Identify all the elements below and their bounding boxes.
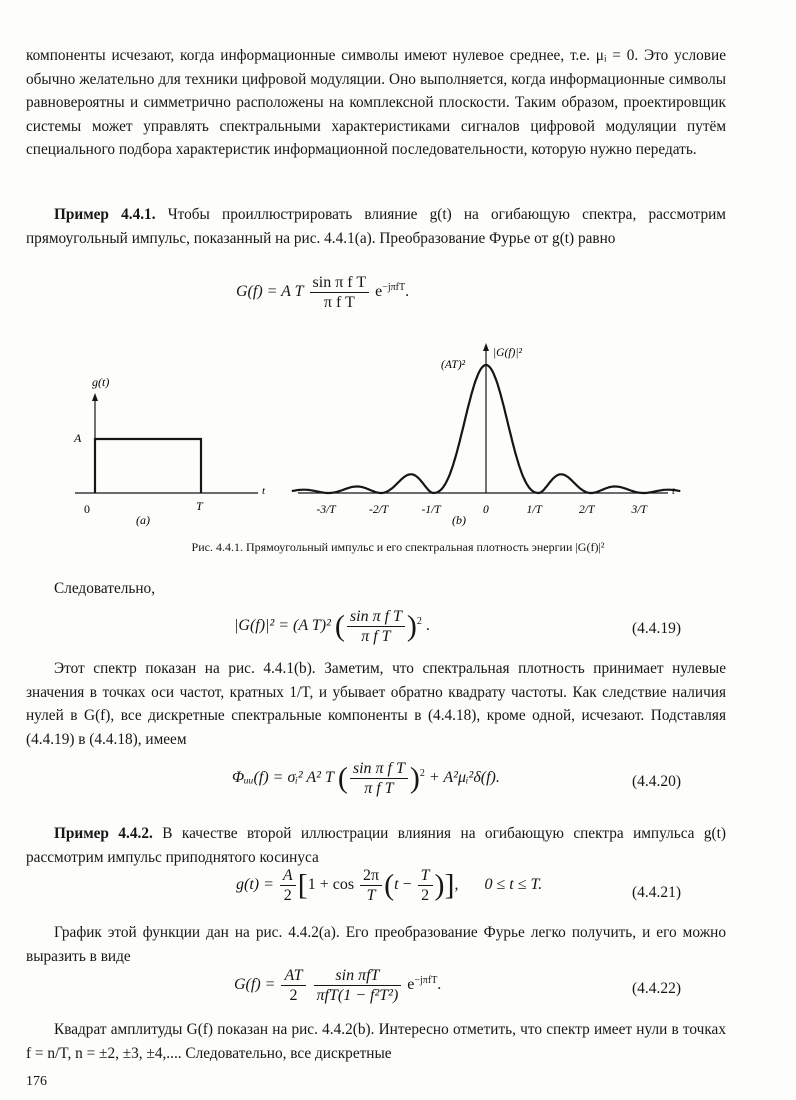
panel-a-ylabel: g(t) (92, 375, 110, 389)
panel-b (292, 343, 681, 527)
eq-g-tail: . (405, 283, 410, 301)
panel-a-origin: 0 (84, 502, 90, 516)
panel-a-label: (a) (136, 513, 150, 527)
panel-a-amp-label: A (74, 431, 82, 445)
panel-a-xlabel: t (262, 485, 266, 497)
eq20-lhs: Φᵤᵤ(f) = σᵢ² A² T (232, 769, 334, 787)
panel-b-tick-label: 0 (483, 504, 489, 516)
paragraph-example-442 (26, 822, 726, 869)
eq-g-exp-sup: −jπfT (382, 281, 406, 293)
figure-4-4-1 (0, 338, 796, 538)
eq22-num: sin πfT (314, 966, 402, 986)
eq21-lhs: g(t) = (236, 876, 274, 894)
eq20-tail: + A²μᵢ²δ(f). (428, 769, 500, 787)
equation-4-4-21: g(t) = $\frac{A}{2}$ [1 + cos $\frac{2\pi}{T}$ (t − $\frac{T}{2}$ )], 0 ≤ t ≤ T. (236, 867, 543, 904)
eq-number-4-4-21: (4.4.21) (632, 884, 682, 901)
eq22-lhs: G(f) = (234, 976, 276, 994)
eq21-a-den: 2 (283, 887, 292, 904)
page-number: 176 (26, 1074, 47, 1089)
eq19-den: π f T (361, 628, 391, 645)
eq21-t-num: T (418, 866, 433, 886)
panel-b-tick-label: -2/T (369, 504, 389, 516)
equation-4-4-22: G(f) = $\frac{AT}{2}$ $\frac{\text{sin πfT}}{\text{πfT(1 − f²T²)}}$ $e^{-j\pi fT}$. (234, 967, 442, 1004)
eq-g-den: π f T (323, 294, 355, 311)
eq21-pi-den: T (366, 887, 376, 904)
eq21-inner: 1 + cos (307, 876, 355, 894)
panel-b-tick-label: 3/T (631, 504, 647, 516)
eq-g-exp: e (375, 283, 383, 301)
equation-4-4-19: |G(f)|² = (A T)² ( $\frac{\text{sin π f T}}{\text{π f T}}$ )$^2$ . (234, 608, 430, 645)
panel-b-tick-label: -3/T (316, 504, 336, 516)
panel-b-peak-label: (AT)² (441, 359, 466, 371)
eq20-num: sin π f T (350, 759, 408, 779)
eq19-fraction (347, 607, 405, 646)
paragraph-amplitude: Квадрат амплитуды G(f) показан на рис. 4.4.2(b). Интересно отметить, что спектр имеет нули в точках f = n/T, n = ±2, ±3, ±4,.... Следовательно, все дискретные (26, 1021, 726, 1062)
eq-number-4-4-20: (4.4.20) (632, 773, 682, 790)
eq-g-num: sin π f T (310, 273, 370, 293)
eq22-den: πfT(1 − f²T²) (316, 987, 399, 1004)
figure-caption: Рис. 4.4.1. Прямоугольный импульс и его спектральная плотность энергии |G(f)|² (191, 540, 605, 554)
eq19-num: sin π f T (347, 607, 405, 627)
paragraph-intro: компоненты исчезают, когда информационные символы имеют нулевое среднее, т.е. μᵢ = 0. Это условие обычно желательно для техники цифровой модуляции. Оно выполняется, когда информационные символы равновероятны и симметрично расположены на комплексной плоскости. Таким образом, проектировщик системы может управлять спектральными характеристиками сигналов цифровой модуляции путём специального подбора характеристик информационной последовательности, которую нужно передать. (26, 47, 726, 158)
panel-b-tick-label: 2/T (579, 504, 595, 516)
eq-number-4-4-22: (4.4.22) (632, 980, 682, 997)
eq22-a-num: AT (281, 966, 305, 986)
equation-g-of-f (236, 273, 409, 312)
eq21-a-num: A (280, 866, 296, 886)
example-442-text: В качестве второй иллюстрации влияния на огибающую спектра импульса g(t) рассмотрим импульс приподнятого косинуса (26, 825, 726, 866)
eq19-lhs: |G(f)|² = (A T)² (234, 617, 331, 635)
panel-b-tick-label: -1/T (421, 504, 441, 516)
panel-a-end-label: T (196, 499, 203, 513)
example-442-label: Пример 4.4.2. (54, 825, 153, 842)
eq22-a-den: 2 (289, 987, 298, 1004)
eq21-pi-num: 2π (360, 866, 382, 886)
example-label: Пример 4.4.1. (54, 206, 156, 223)
paragraph-example-441 (26, 203, 726, 250)
example-text: Чтобы проиллюстрировать влияние g(t) на огибающую спектра, рассмотрим прямоугольный импульс, показанный на рис. 4.4.1(a). Преобразование Фурье от g(t) равно (26, 206, 726, 247)
eq-number-4-4-19: (4.4.19) (632, 620, 682, 637)
panel-b-xlabel: t (672, 485, 676, 497)
eq-g-lhs: G(f) = A T (236, 283, 304, 301)
eq20-den: π f T (364, 780, 394, 797)
panel-b-ylabel: |G(f)|² (493, 347, 522, 359)
eq22-exp-sup: −jπfT (414, 974, 438, 986)
eq-g-fraction (310, 273, 370, 312)
panel-a (73, 375, 266, 527)
panel-b-ticks (317, 504, 649, 516)
rect-pulse (95, 439, 201, 493)
paragraph-therefore: Следовательно, (54, 580, 156, 597)
eq20-fraction (350, 759, 408, 798)
paragraph-graph: График этой функции дан на рис. 4.4.2(a). Его преобразование Фурье легко получить, и его можно выразить в виде (26, 924, 726, 965)
panel-b-label: (b) (452, 513, 466, 527)
eq21-condition: 0 ≤ t ≤ T. (484, 876, 543, 894)
eq21-t-den: 2 (421, 887, 430, 904)
panel-b-tick-label: 1/T (526, 504, 542, 516)
equation-4-4-20: Φᵤᵤ(f) = σᵢ² A² T ( $\frac{\text{sin π f T}}{\text{π f T}}$ )$^2$ + A²μᵢ²δ(f). (232, 760, 500, 797)
paragraph-spectrum: Этот спектр показан на рис. 4.4.1(b). Заметим, что спектральная плотность принимает нулевые значения в точках оси частот, кратных 1/T, и убывает обратно квадрату частоты. Как следствие наличия нулей в G(f), все дискретные спектральные компоненты в (4.4.18), кроме одной, исчезают. Подставляя (4.4.19) в (4.4.18), имеем (26, 660, 726, 748)
